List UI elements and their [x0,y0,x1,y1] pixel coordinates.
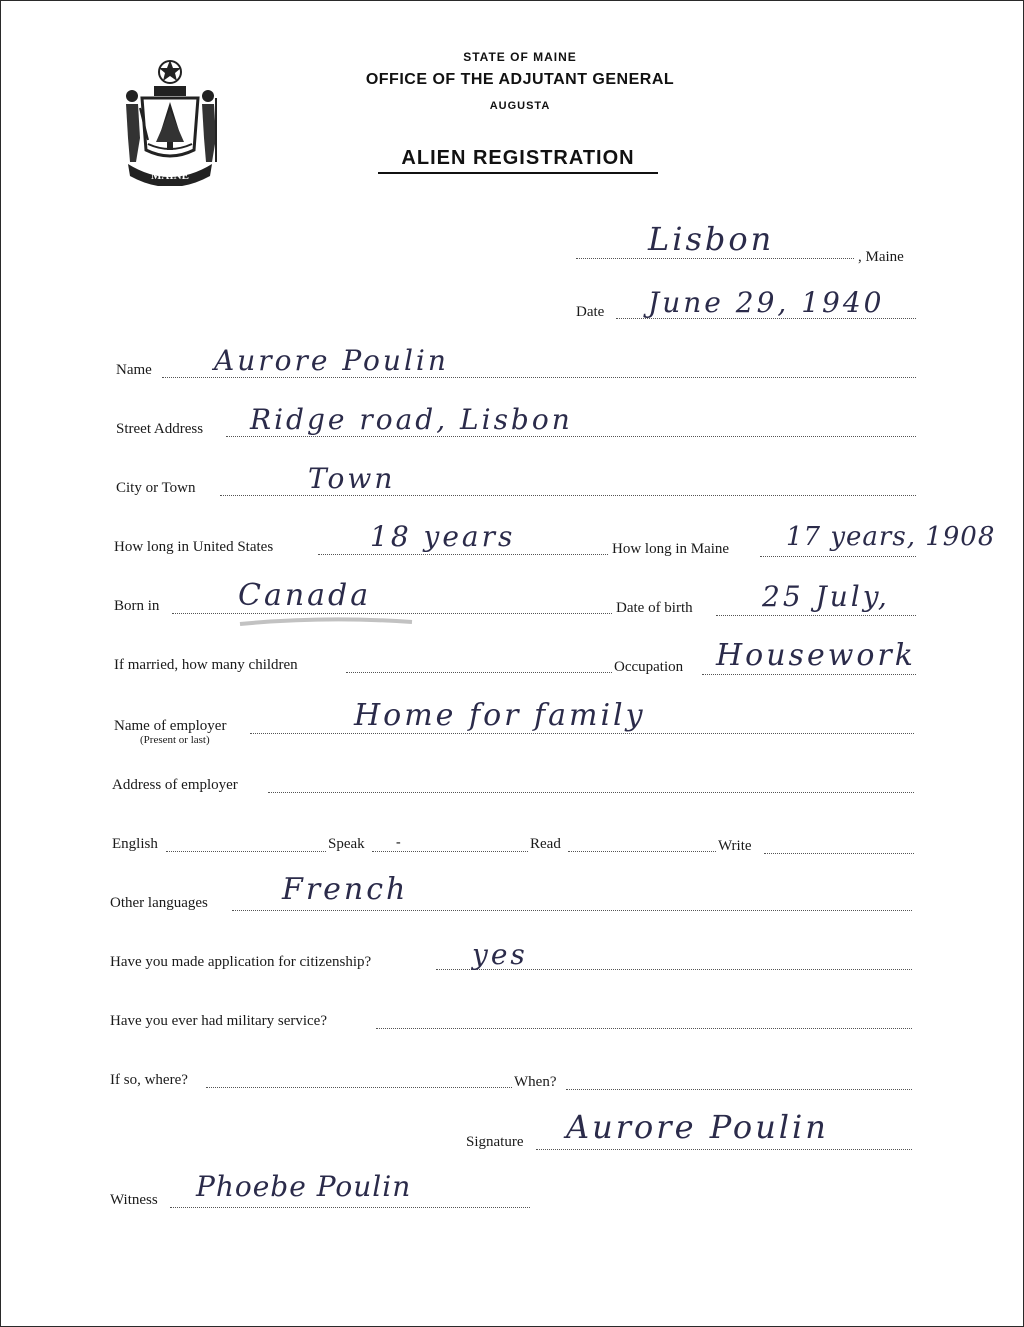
where-line [206,1087,512,1088]
other-languages-value: French [282,872,409,907]
when-label: When? [514,1074,557,1090]
where-label: If so, where? [110,1072,188,1088]
seal-banner-text: MAINE [151,170,189,182]
citizenship-value: yes [472,938,528,971]
read-label: Read [530,836,561,852]
other-languages-label: Other languages [110,895,208,911]
years-us-line [318,554,608,555]
maine-state-seal [118,58,222,186]
speak-value: - [396,835,401,850]
write-label: Write [718,838,752,854]
write-line [764,853,914,854]
employer-line [250,733,914,734]
years-us-value: 18 years [370,520,516,553]
header-state: STATE OF MAINE [463,50,577,64]
years-maine-value: 17 years, 1908 [786,522,996,552]
ink-smudge [236,614,416,632]
place-value: Lisbon [648,220,775,258]
witness-line [170,1207,530,1208]
english-label: English [112,836,158,852]
street-address-line [226,436,916,437]
date-of-birth-value: 25 July, [762,580,890,613]
date-of-birth-line [716,615,916,616]
children-label: If married, how many children [114,657,298,673]
signature-label: Signature [466,1134,524,1150]
when-line [566,1089,912,1090]
header-office: OFFICE OF THE ADJUTANT GENERAL [365,71,675,88]
city-town-value: Town [308,462,396,495]
place-label: , Maine [858,249,904,265]
occupation-label: Occupation [614,659,684,675]
speak-line [372,851,528,852]
header-city: AUGUSTA [489,100,551,112]
occupation-line [702,674,916,675]
street-address-label: Street Address [116,421,204,437]
employer-value: Home for family [354,698,646,733]
years-maine-label: How long in Maine [612,541,730,557]
date-value: June 29, 1940 [648,286,885,319]
place-line [576,258,854,259]
english-line [166,851,326,852]
other-languages-line [232,910,912,911]
date-label: Date [576,304,605,320]
witness-value: Phoebe Poulin [196,1170,412,1203]
date-of-birth-label: Date of birth [616,600,693,616]
children-line [346,672,612,673]
signature-value: Aurore Poulin [566,1108,829,1146]
signature-line [536,1149,912,1150]
employer-address-label: Address of employer [112,777,238,793]
name-label: Name [116,362,152,378]
military-line [376,1028,912,1029]
employer-sublabel: (Present or last) [140,734,210,746]
name-value: Aurore Poulin [214,344,449,377]
name-line [162,377,916,378]
speak-label: Speak [328,836,365,852]
city-town-line [220,495,916,496]
employer-label: Name of employer [114,718,227,734]
years-maine-line [760,556,916,557]
citizenship-label: Have you made application for citizenship? [110,954,372,970]
read-line [568,851,716,852]
occupation-value: Housework [716,638,916,673]
born-in-label: Born in [114,598,160,614]
years-us-label: How long in United States [114,539,274,555]
employer-address-line [268,792,914,793]
witness-label: Witness [110,1192,158,1208]
city-town-label: City or Town [116,480,196,496]
form-title: ALIEN REGISTRATION [378,147,658,174]
street-address-value: Ridge road, Lisbon [250,403,573,436]
born-in-value: Canada [238,578,372,613]
military-label: Have you ever had military service? [110,1013,327,1029]
